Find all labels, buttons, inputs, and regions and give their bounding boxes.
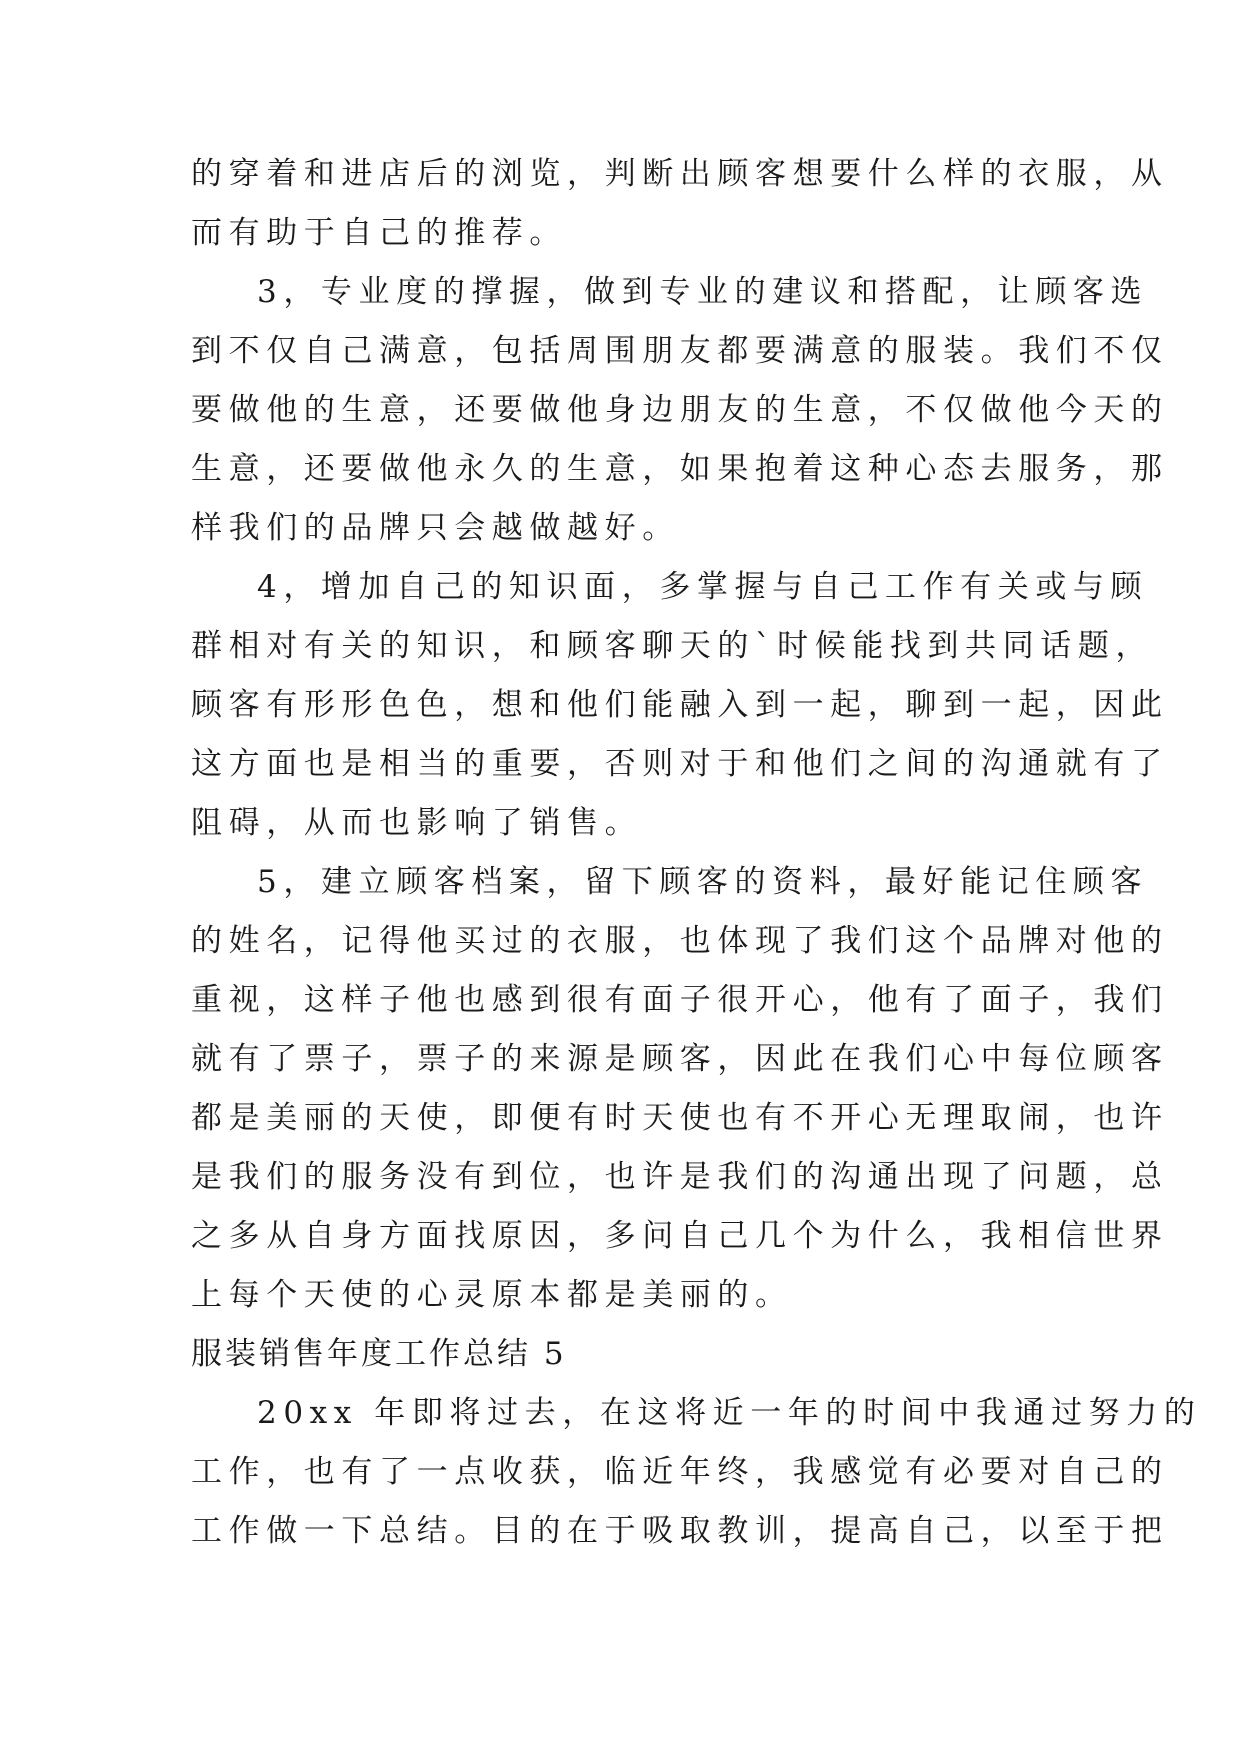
text-line: 的穿着和进店后的浏览，判断出顾客想要什么样的衣服，从 [191,156,1169,192]
text-line: 而有助于自己的推荐。 [191,215,567,251]
text-line: 这方面也是相当的重要，否则对于和他们之间的沟通就有了 [191,746,1169,782]
text-line: 工作做一下总结。目的在于吸取教训，提高自己，以至于把 [191,1513,1169,1549]
text-line: 20xx 年即将过去，在这将近一年的时间中我通过努力的 [257,1395,1202,1431]
text-line: 是我们的服务没有到位，也许是我们的沟通出现了问题，总 [191,1159,1169,1195]
section-heading: 服装销售年度工作总结 5 [191,1336,567,1372]
text-line: 工作，也有了一点收获，临近年终，我感觉有必要对自己的 [191,1454,1169,1490]
text-line: 顾客有形形色色，想和他们能融入到一起，聊到一起，因此 [191,687,1169,723]
text-line: 3，专业度的撑握，做到专业的建议和搭配，让顾客选 [257,274,1149,310]
text-line: 4，增加自己的知识面，多掌握与自己工作有关或与顾 [257,569,1149,605]
text-line: 都是美丽的天使，即便有时天使也有不开心无理取闹，也许 [191,1100,1169,1136]
text-line: 上每个天使的心灵原本都是美丽的。 [191,1277,793,1313]
text-line: 阻碍，从而也影响了销售。 [191,805,643,841]
text-line: 的姓名，记得他买过的衣服，也体现了我们这个品牌对他的 [191,923,1169,959]
text-line: 5，建立顾客档案，留下顾客的资料，最好能记住顾客 [257,864,1149,900]
text-line: 群相对有关的知识，和顾客聊天的`时候能找到共同话题， [191,628,1154,664]
text-line: 之多从自身方面找原因，多问自己几个为什么，我相信世界 [191,1218,1169,1254]
text-line: 到不仅自己满意，包括周围朋友都要满意的服装。我们不仅 [191,333,1169,369]
text-line: 要做他的生意，还要做他身边朋友的生意，不仅做他今天的 [191,392,1169,428]
text-line: 重视，这样子他也感到很有面子很开心，他有了面子，我们 [191,982,1169,1018]
text-line: 就有了票子，票子的来源是顾客，因此在我们心中每位顾客 [191,1041,1169,1077]
text-line: 生意，还要做他永久的生意，如果抱着这种心态去服务，那 [191,451,1169,487]
text-line: 样我们的品牌只会越做越好。 [191,510,680,546]
